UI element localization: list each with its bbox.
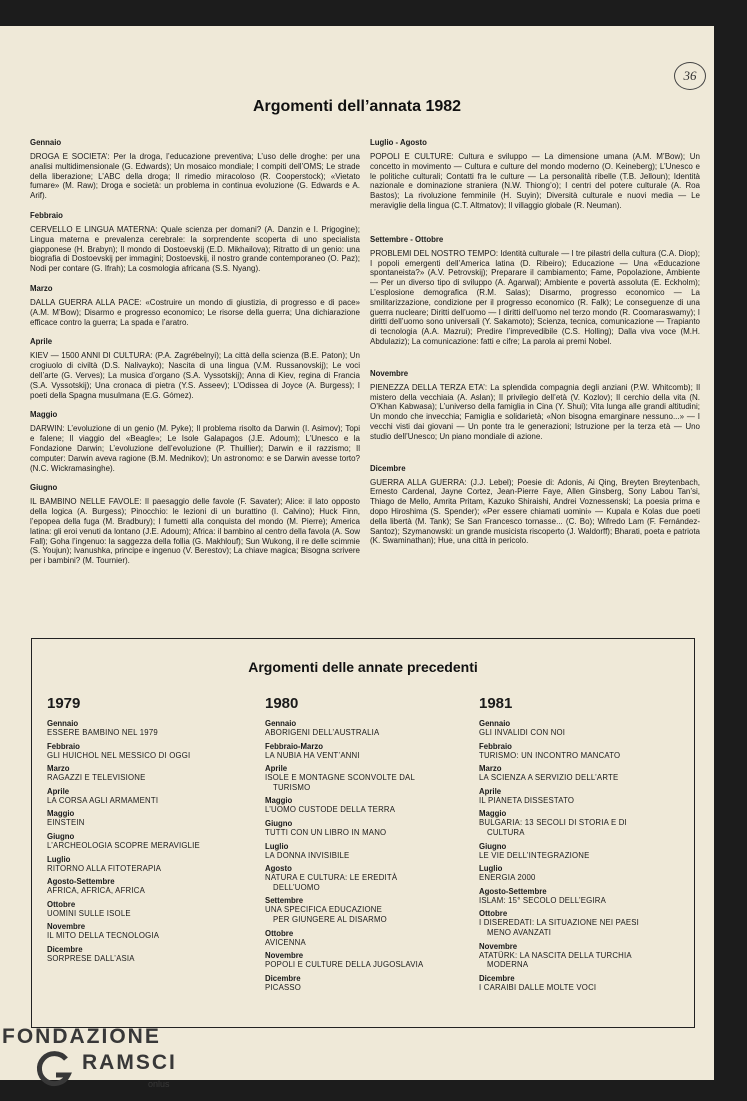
issue-title: IL PIANETA DISSESTATO	[479, 795, 575, 805]
issue-title: TUTTI CON UN LIBRO IN MANO	[265, 827, 387, 837]
issue-title: SORPRESE DALL’ASIA	[47, 953, 135, 963]
issue-month: Ottobre	[265, 928, 294, 938]
issue-title: LA CORSA AGLI ARMAMENTI	[47, 795, 159, 805]
issue-title: ISOLE E MONTAGNE SCONVOLTE DAL	[265, 773, 415, 783]
watermark-sub: onlus	[148, 1079, 170, 1089]
issue-month: Dicembre	[47, 944, 83, 954]
issue-title: EINSTEIN	[47, 818, 85, 828]
issue-month: Luglio	[265, 841, 289, 851]
issue-month: Gennaio	[47, 719, 79, 728]
right-column	[370, 138, 700, 556]
month-contents: PROBLEMI DEL NOSTRO TEMPO: Identità culturale — I tre pilastri della cultura (C.A. Diop); I popoli emergenti dell’America latina (D. Ribeiro); Educazione — Una «Educazione spontaneista?» (A.V. Petrovskij); Preparare il cambiamento; Fame, Popolazione, Ambiente — Per un diverso tipo di sviluppo (A. Agarwal); Ambiente e povertà assoluta (E. Eckholm); L’esplosione demografica (R.M. Salas); Disarmo, progresso economico — La smilitarizzazione, condizione per il progresso economico (R. Falk); Le conseguenze di una guerra nucleare; Diritti dell’uomo — I diritti dell’uomo nel terzo mondo (R. Coomaraswamy); I diritti dell’uomo sono universali (Y. Sakamoto); Scienza, tecnica, comunicazione — Trapianto di tecnologia (A.A. Mazrui); Predire l’imprevedibile (C.S. Holling); Dalla viva voce (M.H. Abdulaziz); La comunicazione: fatti e cifre; La parola ai premi Nobel.	[370, 248, 700, 346]
month-section	[370, 138, 700, 211]
watermark-line-2: RAMSCI	[82, 1051, 177, 1074]
main-title: Argomenti dell’annata 1982	[252, 98, 462, 115]
issue-month: Ottobre	[479, 909, 508, 919]
issue-month: Agosto-Settembre	[479, 886, 547, 896]
month-contents: POPOLI E CULTURE: Cultura e sviluppo — La dimensione umana (A.M. M’Bow); Un concetto in movimento — Cultura e culture del mondo moderno (O. Keineberg); L’Unesco e le politiche culturali; Contatti fra le culture — La personalità ribelle (T.B. Jelloun); Identità nazionale e dominazione straniera (N.W. Thiong’o); I centri del potere culturale (A. Roa Bastos); La rivoluzione femminile (H. Suyin); Diversità culturale e nuovi media — Le meraviglie della lingua (C.T. Altmatov); Il villaggio globale (R. Neuman).	[370, 152, 700, 210]
month-section	[30, 211, 360, 274]
issue-title: UOMINI SULLE ISOLE	[47, 908, 131, 918]
month-heading: Settembre - Ottobre	[370, 234, 444, 244]
issue-title: PICASSO	[265, 982, 302, 992]
issue-month: Giugno	[265, 818, 293, 828]
month-section	[30, 337, 360, 400]
issue-month: Aprile	[265, 764, 288, 774]
issue-title: IL MITO DELLA TECNOLOGIA	[47, 931, 160, 941]
issue-month: Febbraio-Marzo	[265, 741, 324, 751]
issue-title: MENO AVANZATI	[487, 927, 552, 937]
issue-title: MODERNA	[487, 960, 529, 970]
fondazione-gramsci-watermark	[0, 1021, 230, 1101]
issue-title: LA DONNA INVISIBILE	[265, 850, 350, 860]
year-heading: 1979	[47, 695, 81, 712]
issue-month: Aprile	[479, 786, 502, 796]
issue-month: Maggio	[479, 809, 507, 819]
month-heading: Novembre	[370, 368, 409, 378]
month-heading: Gennaio	[30, 138, 62, 147]
issue-title: LA NUBIA HA VENT’ANNI	[265, 750, 360, 760]
page-number: 36	[674, 62, 706, 90]
issue-title: RITORNO ALLA FITOTERAPIA	[47, 863, 162, 873]
month-contents: GUERRA ALLA GUERRA: (J.J. Lebel); Poesie di: Adonis, Ai Qing, Breyten Breytenbach, Ernesto Cardenal, Jayne Cortez, Jean-Pierre Faye, Allen Ginsberg, Sony Labou Tan’si, Thiago de Mello, Amrita Pritam, Kazuko Shiraishi, Andrei Voznessenski; La poesia prima e dopo Hiroshima (S. Spender); «Per essere chiamati uomini» — Kupala e Kolas due poeti della libertà (M. Tank); Se San Francesco tornasse... (C. Bo); Wifredo Lam (F. Fernández-Santoz); Szymanowski: un grande musicista riscoperto (J. Waldorff); Bharati, poeta e patriota (K. Swaminathan); Hue, una città in pericolo.	[370, 477, 700, 546]
issue-title: L’UOMO CUSTODE DELLA TERRA	[265, 805, 396, 815]
issue-title: NATURA E CULTURA: LE EREDITÀ	[265, 873, 398, 883]
document-page	[0, 26, 714, 1089]
left-column	[30, 138, 360, 576]
year-heading: 1981	[479, 695, 513, 712]
month-section	[30, 284, 360, 327]
issue-month: Novembre	[479, 941, 518, 951]
issue-month: Gennaio	[479, 719, 511, 728]
issue-month: Marzo	[479, 764, 502, 774]
issue-title: PER GIUNGERE AL DISARMO	[273, 914, 387, 924]
issue-month: Dicembre	[479, 973, 515, 983]
issue-month: Luglio	[47, 854, 71, 864]
issue-month: Marzo	[47, 764, 70, 774]
watermark-line-1: FONDAZIONE	[2, 1025, 161, 1048]
issue-month: Febbraio	[47, 741, 80, 751]
month-heading: Giugno	[30, 483, 58, 493]
month-contents: PIENEZZA DELLA TERZA ETA’: La splendida compagnia degli anziani (P.W. Whitcomb); Il mistero della vecchiaia (A. Aslan); Il privilegio dell’età (V. Kozlov); Il cerchio della vita (N. O’Khan Kabwasa); L’universo della famiglia in Cina (Y. Shui); Vita lunga alle grandi altitudini; Un mondo che invecchia; Famiglia e solidarietà; «Non bisogna emarginare nessuno...» — I vecchi visti dai giovani — Un ponte tra le generazioni; Istruzione per la terza età — Uno studio dell’Unesco; Un piano mondiale di azione.	[370, 382, 700, 441]
month-section	[30, 410, 360, 473]
year-column-1980	[265, 695, 470, 992]
month-heading: Febbraio	[30, 210, 63, 220]
issue-title: GLI INVALIDI CON NOI	[479, 728, 566, 737]
issue-month: Novembre	[47, 922, 86, 932]
issue-month: Febbraio	[479, 741, 512, 751]
issue-month: Agosto	[265, 864, 292, 874]
issue-title: POPOLI E CULTURE DELLA JUGOSLAVIA	[265, 960, 424, 970]
previous-years-title: Argomenti delle annate precedenti	[248, 659, 478, 675]
year-heading: 1980	[265, 695, 299, 712]
issue-month: Maggio	[265, 796, 293, 806]
issue-month: Settembre	[265, 896, 304, 906]
month-heading: Luglio - Agosto	[370, 138, 427, 147]
issue-title: TURISMO	[273, 782, 311, 792]
issue-title: ESSERE BAMBINO NEL 1979	[47, 728, 158, 737]
issue-title: LA SCIENZA A SERVIZIO DELL’ARTE	[479, 773, 619, 783]
month-contents: DROGA E SOCIETA’: Per la droga, l’educazione preventiva; L’uso delle droghe: per una analisi multidimensionale (G. Edwards); Un mosaico mondiale; I compiti dell’OMS; Le strade della liberazione; L’ABC della droga; Il rimedio miracoloso (R. Cooperstock); «Vietato fumare» (M. Raw); Droga e società: un problema in continua evoluzione (G. Edwards e A. Arif).	[30, 152, 360, 201]
issue-title: ATATÜRK: LA NASCITA DELLA TURCHIA	[479, 950, 632, 960]
year-column-1981	[479, 695, 684, 992]
issue-title: LE VIE DELL’INTEGRAZIONE	[479, 850, 590, 860]
month-section	[30, 483, 360, 566]
issue-title: AVICENNA	[265, 937, 306, 947]
issue-title: BULGARIA: 13 SECOLI DI STORIA E DI	[479, 818, 627, 828]
issue-month: Dicembre	[265, 973, 301, 983]
issue-title: GLI HUICHOL NEL MESSICO DI OGGI	[47, 750, 191, 760]
issue-month: Aprile	[47, 786, 70, 796]
issue-month: Luglio	[479, 864, 503, 874]
month-contents: DARWIN: L’evoluzione di un genio (M. Pyke); Il problema risolto da Darwin (I. Asimov); Topi e falene; Il viaggio del «Beagle»; Le Isole Galapagos (J.E. Adoum); L’Unesco e la Fondazione Darwin; L’evoluzione dell’evoluzione (P. Thuillier); Darwin e il razzismo; Il computer: Darwin aveva ragione (B.M. Mednikov); Un astronomo: e se Darwin avesse torto? (N.C. Wickramasinghe).	[30, 424, 360, 473]
month-section	[30, 138, 360, 201]
issue-title: I DISEREDATI: LA SITUAZIONE NEI PAESI	[479, 918, 640, 928]
year-column-1979	[47, 695, 252, 964]
month-heading: Aprile	[30, 337, 53, 347]
issue-title: ABORIGENI DELL’AUSTRALIA	[265, 728, 380, 737]
month-heading: Marzo	[30, 283, 53, 293]
issue-month: Ottobre	[47, 899, 76, 909]
month-heading: Maggio	[30, 410, 58, 420]
issue-month: Giugno	[479, 841, 507, 851]
month-section	[370, 235, 700, 347]
g-logo-icon	[34, 1049, 74, 1089]
issue-title: I CARAIBI DALLE MOLTE VOCI	[479, 982, 597, 992]
month-heading: Dicembre	[370, 463, 406, 473]
issue-title: UNA SPECIFICA EDUCAZIONE	[265, 905, 383, 915]
issue-title: ENERGIA 2000	[479, 873, 536, 883]
month-section	[370, 369, 700, 442]
month-contents: IL BAMBINO NELLE FAVOLE: Il paesaggio delle favole (F. Savater); Alice: il lato opposto della logica (A. Burgess); Pinocchio: le lezioni di un burattino (I. Calvino); Huck Finn, l’epopea della fuga (M. Bradbury); I fumetti alla conquista del mondo (M. Pierre); America latina: gli eroi venuti da lontano (J.E. Adoum); Africa: il bambino al centro della favola (A. Sow Fall); Goha l’ingenuo: la saggezza della follia (G. Makhlouf); Sun Wukong, il re delle scimmie (S. Youjun); Ivanushka, principe e ingenuo (V. Berestov); La chiave magica; Bisogna scrivere per i bambini? (M. Tournier).	[30, 497, 360, 566]
issue-title: ISLAM: 15° SECOLO DELL’EGIRA	[479, 895, 607, 905]
month-contents: CERVELLO E LINGUA MATERNA: Quale scienza per domani? (A. Danzin e I. Prigogine); Lingua materna e prevalenza cerebrale: la sorprendente scoperta di uno specialista giapponese (H. Brabyn); Il mondo di Dostoevskij (E.D. Mikhailova); Ritratto di un genio: una biografia di Dostoevskij per immagini; Dostoevskij, il nostro grande contemporaneo (O. Paz); Nodi per contare (G. Ifrah); La cosmologia africana (S.S. Nyang).	[30, 224, 360, 274]
issue-title: AFRICA, AFRICA, AFRICA	[47, 886, 145, 896]
issue-month: Giugno	[47, 831, 75, 841]
month-section	[370, 464, 700, 547]
issue-title: DELL’UOMO	[273, 882, 320, 892]
issue-month: Novembre	[265, 951, 304, 961]
issue-month: Agosto-Settembre	[47, 877, 115, 887]
issue-title: CULTURA	[487, 827, 525, 837]
month-contents: DALLA GUERRA ALLA PACE: «Costruire un mondo di giustizia, di progresso e di pace» (A.M. M’Bow); Disarmo e progresso economico; Le risorse della guerra; Una dichiarazione efficace contro la guerra; La spada e l’aratro.	[30, 297, 360, 327]
month-contents: KIEV — 1500 ANNI DI CULTURA: (P.A. Zagrébelnyi); La città della scienza (B.E. Paton); Un crogiuolo di civiltà (D.S. Nalivayko); Nascita di una lingua (V.M. Russanovskij); Le voci dell’arte (G. Verves); La musica d’organo (S.A. Vyssotskij); Anna di Kiev, regina di Francia (S.A. Vyssotskij); Una cronaca di pietra (Y.S. Asseev); L’Odissea di Joyce (A. Burgess); I poeti della Spagna musulmana (E.G. Gómez).	[30, 351, 360, 400]
issue-title: TURISMO: UN INCONTRO MANCATO	[479, 750, 621, 760]
issue-title: L’ARCHEOLOGIA SCOPRE MERAVIGLIE	[47, 840, 200, 850]
issue-month: Gennaio	[265, 719, 297, 728]
issue-month: Maggio	[47, 809, 75, 819]
issue-title: RAGAZZI E TELEVISIONE	[47, 773, 146, 783]
previous-years-box	[31, 638, 695, 1028]
